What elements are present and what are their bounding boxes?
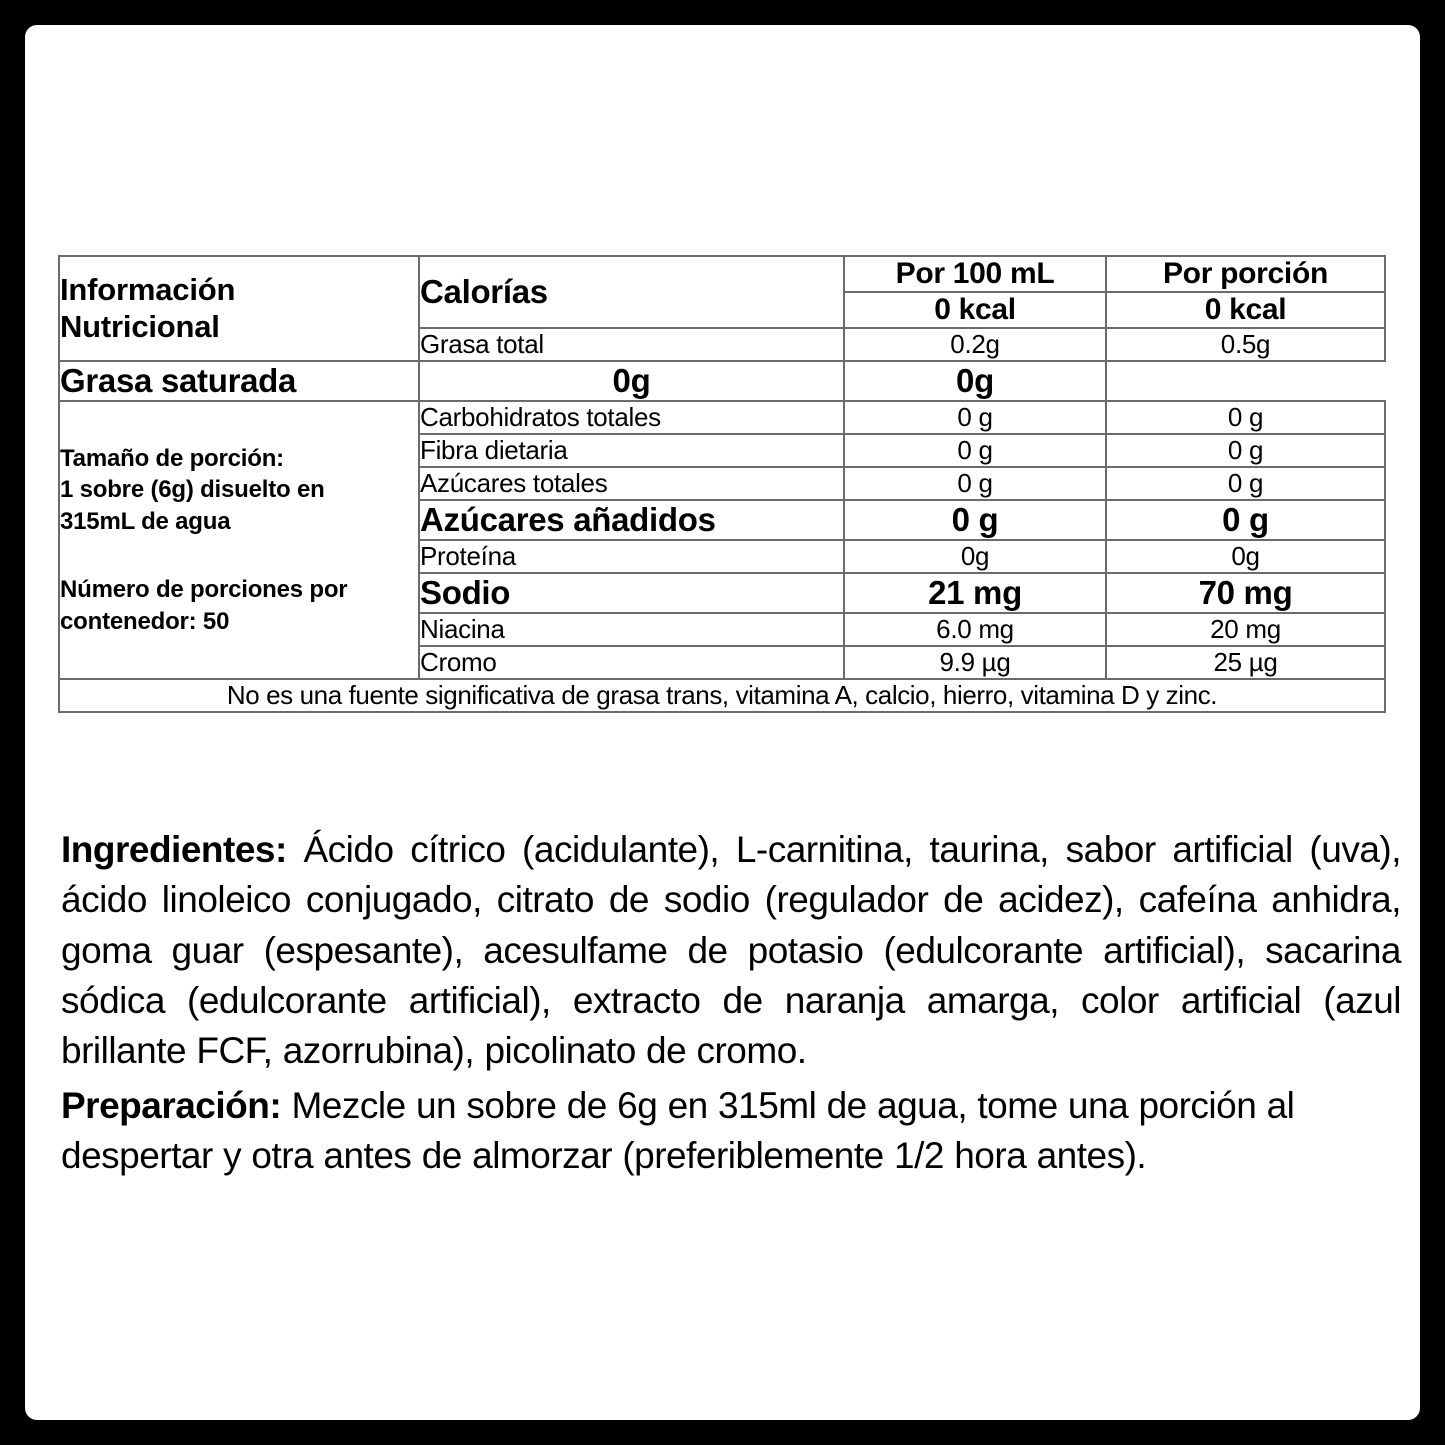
nutrient-value-per-portion: 0 g bbox=[1106, 434, 1385, 467]
nutrient-value-per-100ml: 0g bbox=[419, 361, 844, 401]
nutrient-name: Proteína bbox=[419, 540, 844, 573]
nutrient-value-per-portion: 0 g bbox=[1106, 500, 1385, 540]
nutrient-name: Sodio bbox=[419, 573, 844, 613]
nutrition-facts-table bbox=[58, 255, 1386, 713]
nutrient-name: Grasa total bbox=[419, 328, 844, 361]
nutrient-value-per-portion: 70 mg bbox=[1106, 573, 1385, 613]
info-title-line2: Nutricional bbox=[60, 308, 220, 344]
table-row-nutrient bbox=[59, 401, 1385, 434]
nutrient-value-per-portion: 25 µg bbox=[1106, 646, 1385, 679]
table-row-footnote bbox=[59, 679, 1385, 712]
nutrient-name: Azúcares totales bbox=[419, 467, 844, 500]
serving-size-line3: 315mL de agua bbox=[60, 508, 231, 536]
nutrient-value-per-portion: 0 g bbox=[1106, 401, 1385, 434]
ingredients-text: Ácido cítrico (acidulante), L-carnitina, taurina, sabor artificial (uva), ácido linoleico conjugado, citrato de sodio (regulador de acidez), cafeína anhidra, goma guar (espesante), acesulfame de potasio (edulcorante artificial), sacarina sódica (edulcorante artificial), extracto de naranja amarga, color artificial (azul brillante FCF, azorrubina), picolinato de cromo. bbox=[61, 829, 1401, 1072]
nutrient-name: Fibra dietaria bbox=[419, 434, 844, 467]
nutrient-value-per-100ml: 0 g bbox=[844, 401, 1106, 434]
info-nutricional-title bbox=[59, 256, 419, 361]
nutrient-value-per-portion: 20 mg bbox=[1106, 613, 1385, 646]
not-significant-source-footnote: No es una fuente significativa de grasa trans, vitamina A, calcio, hierro, vitamina D y zinc. bbox=[59, 679, 1385, 712]
nutrient-value-per-100ml: 0.2g bbox=[844, 328, 1106, 361]
nutrient-name: Cromo bbox=[419, 646, 844, 679]
preparation-text: Mezcle un sobre de 6g en 315ml de agua, tome una porción al despertar y otra antes de almorzar (preferiblemente 1/2 hora antes). bbox=[61, 1084, 1295, 1176]
label-page bbox=[25, 25, 1420, 1420]
calories-label: Calorías bbox=[419, 256, 844, 328]
nutrient-name: Carbohidratos totales bbox=[419, 401, 844, 434]
calories-value-per-100ml: 0 kcal bbox=[844, 292, 1106, 328]
column-header-per-100ml: Por 100 mL bbox=[844, 256, 1106, 292]
servings-per-container-line2: contenedor: 50 bbox=[60, 607, 230, 635]
nutrient-name: Niacina bbox=[419, 613, 844, 646]
nutrient-value-per-100ml: 21 mg bbox=[844, 573, 1106, 613]
nutrient-value-per-100ml: 0 g bbox=[844, 500, 1106, 540]
serving-size-line2: 1 sobre (6g) disuelto en bbox=[60, 476, 325, 504]
nutrient-value-per-100ml: 0 g bbox=[844, 467, 1106, 500]
nutrition-table-body bbox=[59, 256, 1385, 712]
nutrient-value-per-100ml: 6.0 mg bbox=[844, 613, 1106, 646]
calories-value-per-portion: 0 kcal bbox=[1106, 292, 1385, 328]
preparation-paragraph bbox=[61, 1081, 1401, 1182]
nutrient-value-per-100ml: 0 g bbox=[844, 434, 1106, 467]
nutrient-value-per-portion: 0.5g bbox=[1106, 328, 1385, 361]
ingredients-paragraph bbox=[61, 825, 1401, 1077]
column-header-per-portion: Por porción bbox=[1106, 256, 1385, 292]
serving-spacer bbox=[60, 538, 418, 574]
nutrient-value-per-100ml: 0g bbox=[844, 540, 1106, 573]
nutrient-name: Azúcares añadidos bbox=[419, 500, 844, 540]
nutrient-value-per-portion: 0 g bbox=[1106, 467, 1385, 500]
nutrient-value-per-portion: 0g bbox=[844, 361, 1106, 401]
ingredients-label: Ingredientes: bbox=[61, 829, 287, 870]
nutrient-value-per-portion: 0g bbox=[1106, 540, 1385, 573]
nutrient-value-per-100ml: 9.9 µg bbox=[844, 646, 1106, 679]
info-title-line1: Información bbox=[60, 271, 236, 307]
serving-size-label: Tamaño de porción: bbox=[60, 444, 284, 472]
servings-per-container-line1: Número de porciones por bbox=[60, 575, 348, 603]
label-body-text bbox=[61, 825, 1401, 1181]
nutrient-name: Grasa saturada bbox=[59, 361, 419, 401]
preparation-label: Preparación: bbox=[61, 1084, 282, 1126]
serving-info-cell bbox=[59, 401, 419, 679]
table-row-nutrient bbox=[59, 361, 1385, 401]
table-row-header bbox=[59, 256, 1385, 292]
